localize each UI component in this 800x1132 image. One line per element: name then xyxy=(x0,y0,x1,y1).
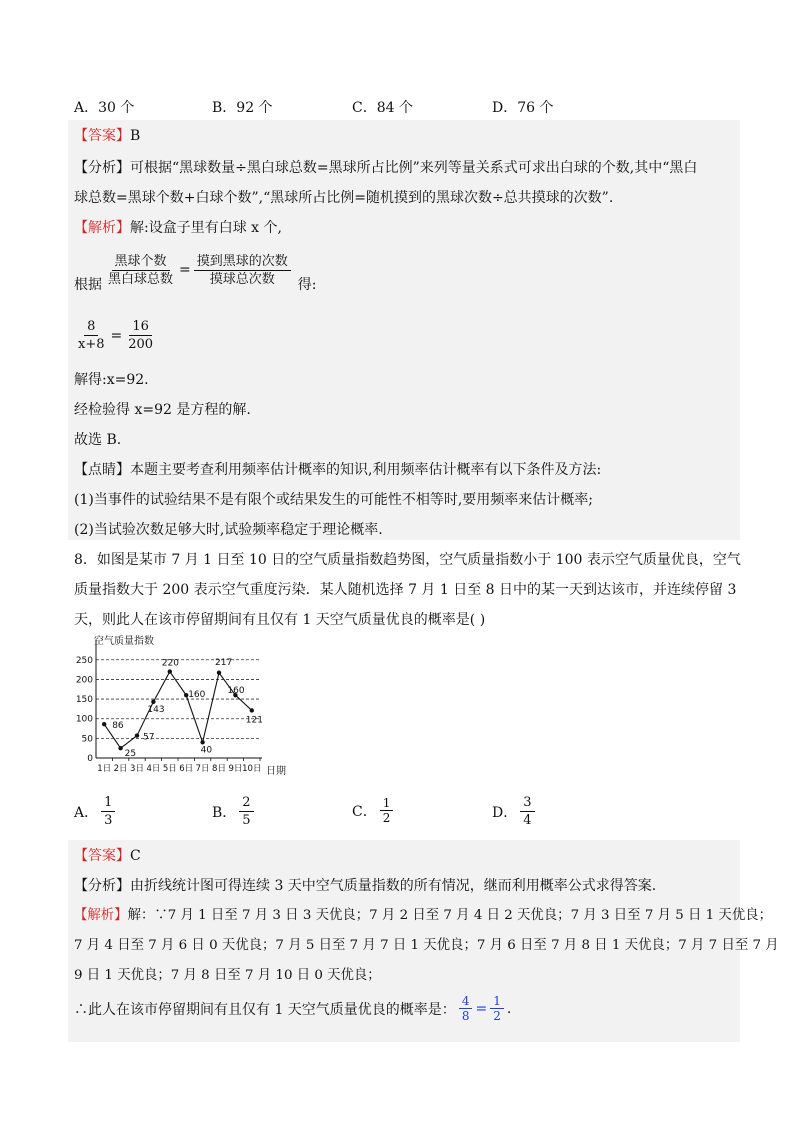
q7-basis-equation xyxy=(74,246,316,294)
fraction-denominator: 3 xyxy=(104,813,113,828)
chart-data-label: 160 xyxy=(227,686,245,697)
chart-y-tick-label: 200 xyxy=(75,675,93,686)
basis-suffix: 得: xyxy=(297,277,317,293)
q8-conclusion-line xyxy=(74,994,511,1023)
chart-x-tick-label: 6日 xyxy=(179,764,194,774)
chart-data-label: 220 xyxy=(161,658,179,669)
q7-comment-line-2: (1)当事件的试验结果不是有限个或结果发生的可能性不相等时,要用频率来估计概率; xyxy=(74,492,593,508)
chart-x-tick-label: 3日 xyxy=(130,764,144,774)
q7-answer-line xyxy=(74,126,740,146)
fraction-numerator: 1 xyxy=(101,794,115,812)
chart-point xyxy=(168,669,172,673)
q8-option-b xyxy=(212,794,257,829)
analysis-text: 由折线统计图可得连续 3 天中空气质量指数的所有情况，继而利用概率公式求得答案. xyxy=(130,878,657,894)
air-quality-chart-svg xyxy=(70,632,302,780)
q7-check-line: 经检验得 x=92 是方程的解. xyxy=(74,402,251,418)
fraction-denominator: 摸球总次数 xyxy=(209,271,275,287)
chart-point xyxy=(217,671,221,675)
comment-tag: 【点睛】 xyxy=(74,462,130,478)
chart-data-label: 86 xyxy=(112,721,124,732)
fraction-denominator: 8 xyxy=(461,1009,470,1023)
q7-option-c: C．84 个 xyxy=(352,100,413,116)
chart-y-tick-label: 0 xyxy=(87,754,93,764)
chart-data-label: 57 xyxy=(143,732,155,743)
analysis-tag: 【分析】 xyxy=(74,878,130,894)
fraction-numerator: 16 xyxy=(129,318,152,336)
fraction-numerator: 1 xyxy=(490,994,504,1009)
q7-analysis-line-1 xyxy=(74,158,740,178)
chart-data-label: 25 xyxy=(124,749,137,760)
chart-x-tick-label: 5日 xyxy=(162,764,177,774)
chart-data-label: 217 xyxy=(215,657,233,668)
q8-stem-line-3: 天，则此人在该市停留期间有且仅有 1 天空气质量优良的概率是( ) xyxy=(74,612,486,628)
option-letter: A． xyxy=(74,804,99,821)
fraction-denominator: x+8 xyxy=(78,337,105,352)
basis-prefix: 根据 xyxy=(74,277,102,293)
fraction-numerator: 2 xyxy=(239,794,253,812)
chart-data-label: 160 xyxy=(188,690,206,701)
equation-fraction-2 xyxy=(125,318,156,353)
q8-stem-line-2: 质量指数大于 200 表示空气重度污染．某人随机选择 7 月 1 日至 8 日中的某一天到达该市，并连续停留 3 xyxy=(74,582,737,598)
chart-point xyxy=(250,708,254,712)
equals-sign: = xyxy=(475,1000,488,1017)
equals-sign: = xyxy=(179,262,191,278)
chart-y-axis-label: 空气质量指数 xyxy=(94,636,154,647)
q7-solution-line-1 xyxy=(74,218,740,238)
q8-answer-line xyxy=(74,846,740,866)
q8-solution-line-3: 9 日 1 天优良；7 月 8 日至 7 月 10 日 0 天优良； xyxy=(74,968,381,983)
q8-solution-line-1 xyxy=(74,906,772,926)
chart-point xyxy=(200,740,204,744)
fraction-denominator: 4 xyxy=(523,813,532,828)
chart-series-line xyxy=(104,672,252,749)
fraction-numerator: 黑球个数 xyxy=(112,253,170,271)
q7-choose-line: 故选 B. xyxy=(74,432,122,448)
equation-fraction-1 xyxy=(75,318,108,353)
fraction-numerator: 4 xyxy=(459,994,473,1009)
solution-text: 解：∵7 月 1 日至 7 月 3 日 3 天优良；7 月 2 日至 7 月 4 日 2 天优良；7 月 3 日至 7 月 5 日 1 天优良； xyxy=(127,908,772,923)
chart-y-tick-label: 50 xyxy=(81,734,93,745)
chart-y-tick-label: 250 xyxy=(75,655,93,666)
basis-fraction-1 xyxy=(105,253,176,288)
chart-x-tick-label: 9日 xyxy=(228,764,243,774)
option-letter: D． xyxy=(492,804,518,821)
chart-x-tick-label: 8日 xyxy=(212,764,226,774)
q7-comment-line-3: (2)当试验次数足够大时,试验频率稳定于理论概率. xyxy=(74,522,383,538)
fraction-denominator: 200 xyxy=(128,337,154,352)
option-fraction xyxy=(520,794,534,829)
q7-main-equation xyxy=(72,318,159,353)
chart-point xyxy=(151,700,155,704)
fraction-denominator: 2 xyxy=(382,811,391,825)
air-quality-chart xyxy=(70,632,302,780)
answer-value: B xyxy=(130,128,141,144)
option-fraction xyxy=(239,794,253,829)
q7-comment-line-1 xyxy=(74,460,740,480)
conclusion-fraction-1 xyxy=(459,994,473,1023)
chart-point xyxy=(135,733,139,737)
fraction-numerator: 3 xyxy=(520,794,534,812)
chart-marks xyxy=(102,658,263,759)
chart-x-tick-label: 2日 xyxy=(113,764,128,774)
fraction-numerator: 1 xyxy=(380,796,394,811)
option-letter: B． xyxy=(212,804,237,821)
solution-text: 解:设盒子里有白球 x 个, xyxy=(130,220,282,236)
q8-option-a xyxy=(74,794,118,829)
comment-text: 本题主要考查利用频率估计概率的知识,利用频率估计概率有以下条件及方法: xyxy=(130,462,602,478)
q7-option-b: B．92 个 xyxy=(212,100,273,116)
solution-tag: 【解析】 xyxy=(74,908,128,923)
option-letter: C． xyxy=(352,803,377,820)
conclusion-end: . xyxy=(506,1000,512,1017)
chart-point xyxy=(102,722,106,726)
chart-data-label: 121 xyxy=(245,715,263,726)
conclusion-fraction-2 xyxy=(490,994,504,1023)
answer-tag: 【答案】 xyxy=(74,128,130,144)
chart-x-tick-label: 4日 xyxy=(146,764,161,774)
q8-solution-line-2: 7 月 4 日至 7 月 6 日 0 天优良；7 月 5 日至 7 月 7 日 1 天优良；7 月 6 日至 7 月 8 日 1 天优良；7 月 7 日至 7 月 xyxy=(74,938,779,953)
fraction-denominator: 2 xyxy=(493,1009,501,1023)
q8-analysis-line xyxy=(74,876,740,896)
answer-tag: 【答案】 xyxy=(74,848,130,864)
chart-y-tick-label: 100 xyxy=(75,714,93,725)
q7-option-a: A．30 个 xyxy=(74,100,135,116)
chart-data-label: 143 xyxy=(147,704,165,715)
q7-option-d: D．76 个 xyxy=(492,100,554,116)
conclusion-text: ∴此人在该市停留期间有且仅有 1 天空气质量优良的概率是： xyxy=(74,1001,456,1018)
chart-x-tick-label: 1日 xyxy=(97,764,112,774)
solution-tag: 【解析】 xyxy=(74,220,130,236)
chart-point xyxy=(118,746,122,750)
chart-x-tick-label: 7日 xyxy=(195,764,210,774)
fraction-denominator: 5 xyxy=(242,813,251,828)
q8-option-c xyxy=(352,796,396,825)
fraction-numerator: 摸到黑球的次数 xyxy=(194,253,291,271)
q8-stem-line-1: 8．如图是某市 7 月 1 日至 10 日的空气质量指数趋势图，空气质量指数小于 100 表示空气质量优良，空气 xyxy=(74,552,741,568)
fraction-denominator: 黑白球总数 xyxy=(108,271,174,287)
chart-x-tick-label: 10日 xyxy=(242,764,262,774)
fraction-numerator: 8 xyxy=(84,318,98,336)
q7-analysis-line-2: 球总数=黑球个数+白球个数”,“黑球所占比例=随机摸到的黑球次数÷总共摸球的次数”. xyxy=(74,190,614,206)
chart-x-axis-label: 日期 xyxy=(266,766,286,777)
answer-value: C xyxy=(130,848,141,864)
analysis-tag: 【分析】 xyxy=(74,160,130,176)
q8-option-d xyxy=(492,794,538,829)
q7-solve-line: 解得:x=92. xyxy=(74,372,149,388)
basis-fraction-2 xyxy=(194,253,291,288)
analysis-text: 可根据“黑球数量÷黑白球总数=黑球所占比例”来列等量关系式可求出白球的个数,其中“黑白 xyxy=(130,160,698,176)
option-fraction xyxy=(380,796,394,825)
equals-sign: = xyxy=(110,327,123,344)
option-fraction xyxy=(101,794,115,829)
chart-y-tick-label: 150 xyxy=(75,695,93,706)
chart-data-label: 40 xyxy=(200,745,213,756)
